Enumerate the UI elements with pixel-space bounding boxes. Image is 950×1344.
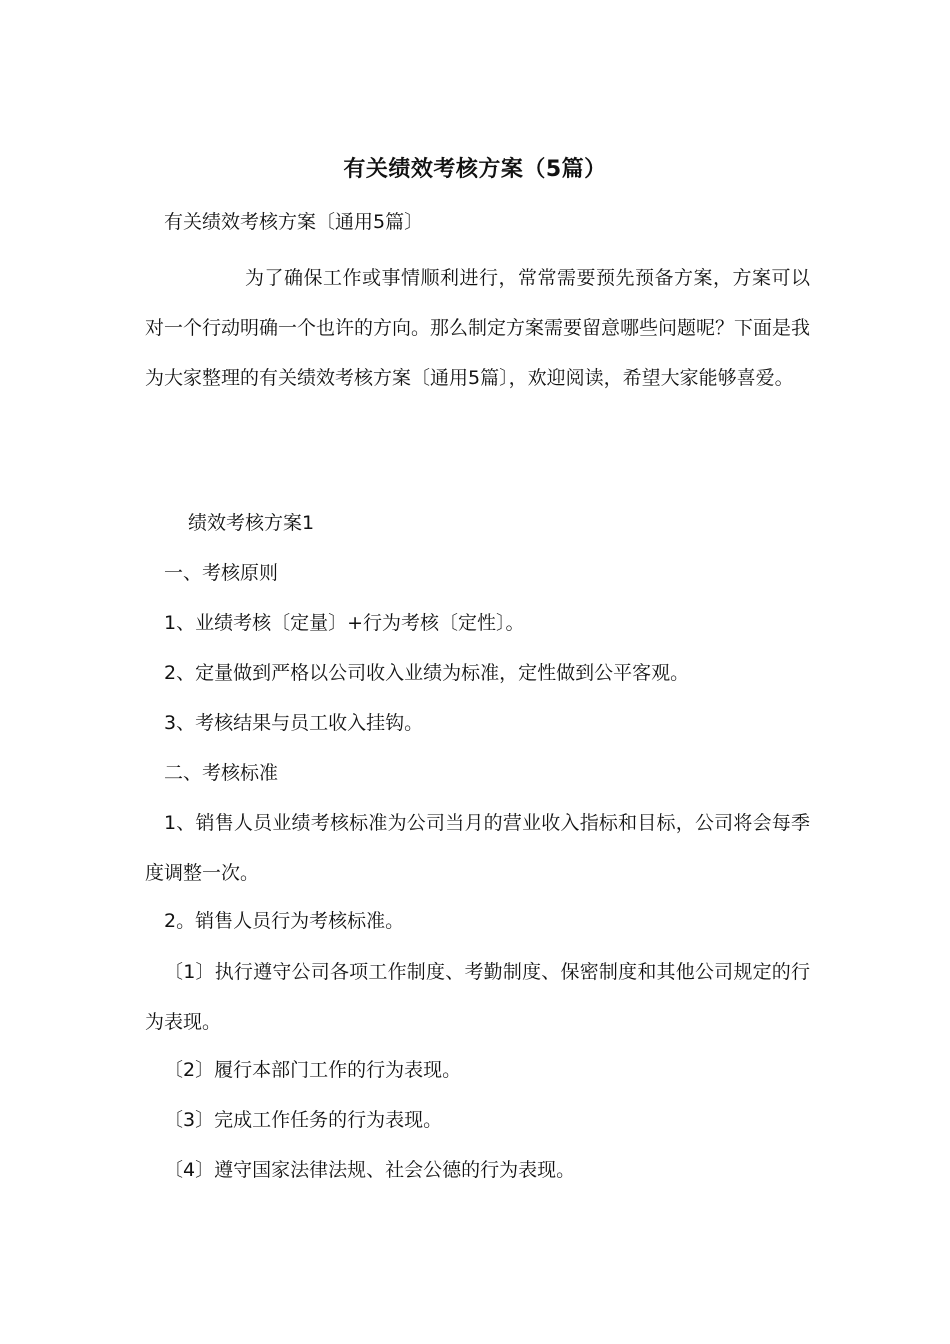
sub-item: 〔3〕完成工作任务的行为表现。 [164, 1109, 443, 1131]
part1-item: 1、业绩考核〔定量〕+行为考核〔定性〕。 [164, 612, 525, 634]
part2-item: 1、销售人员业绩考核标准为公司当月的营业收入指标和目标，公司将会每季度调整一次。 [145, 812, 810, 884]
sub-item: 〔2〕履行本部门工作的行为表现。 [164, 1059, 462, 1081]
document-subtitle: 有关绩效考核方案〔通用5篇〕 [164, 211, 424, 233]
part1-item: 2、定量做到严格以公司收入业绩为标准，定性做到公平客观。 [164, 662, 690, 684]
intro-paragraph: 为了确保工作或事情顺利进行，常常需要预先预备方案，方案可以对一个行动明确一个也许的方向。那么制定方案需要留意哪些问题呢？下面是我为大家整理的有关绩效考核方案〔通用5篇〕，欢迎阅读，希望大家能够喜爱。 [145, 267, 811, 389]
section-heading: 绩效考核方案1 [188, 512, 315, 534]
document-title: 有关绩效考核方案（5篇） [343, 157, 607, 182]
part1-heading: 一、考核原则 [164, 562, 279, 584]
sub-item: 〔4〕遵守国家法律法规、社会公德的行为表现。 [164, 1159, 576, 1181]
part2-item: 2。销售人员行为考核标准。 [164, 910, 405, 932]
part2-heading: 二、考核标准 [164, 762, 279, 784]
part1-item: 3、考核结果与员工收入挂钩。 [164, 712, 424, 734]
sub-item: 〔1〕执行遵守公司各项工作制度、考勤制度、保密制度和其他公司规定的行为表现。 [145, 961, 810, 1033]
